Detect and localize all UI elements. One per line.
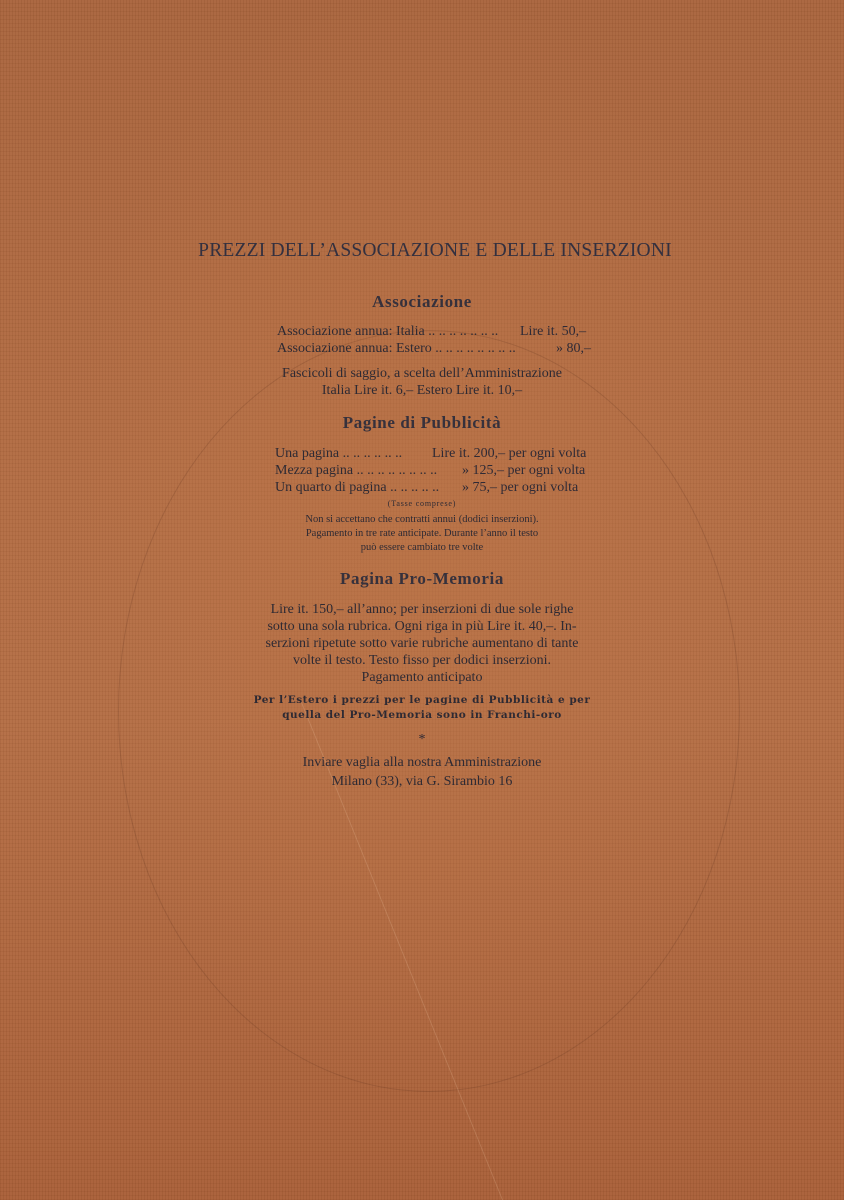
promemoria-line-4: volte il testo. Testo fisso per dodici inserzioni. [292, 653, 552, 668]
quarto-pagina-price: » 75,– per ogni volta [462, 480, 579, 495]
una-pagina-price: Lire it. 200,– per ogni volta [432, 446, 587, 461]
associazione-italia-label: Associazione annua: Italia .. .. .. .. .. .. .. [277, 324, 499, 339]
associazione-italia-price: Lire it. 50,– [520, 324, 587, 339]
fascicoli-note: Fascicoli di saggio, a scelta dell’Amministrazione [282, 366, 562, 381]
separator-asterisk: * [418, 732, 426, 747]
pubblicita-heading: Pagine di Pubblicità [342, 413, 502, 432]
quarto-pagina-label: Un quarto di pagina .. .. .. .. .. [275, 480, 440, 495]
promemoria-line-1: Lire it. 150,– all’anno; per inserzioni di due sole righe [270, 602, 574, 617]
associazione-estero-label: Associazione annua: Estero .. .. .. .. .. .. .. .. [277, 341, 516, 356]
pagamento-note: Pagamento in tre rate anticipate. Durante l’anno il testo [305, 528, 539, 539]
promemoria-line-2: sotto una sola rubrica. Ogni riga in più Lire it. 40,–. In- [267, 619, 577, 634]
promemoria-heading: Pagina Pro-Memoria [340, 569, 504, 588]
tasse-note: (Tasse comprese) [387, 499, 457, 508]
fascicoli-prices: Italia Lire it. 6,– Estero Lire it. 10,– [321, 383, 523, 398]
associazione-estero-price: » 80,– [556, 341, 591, 356]
una-pagina-label: Una pagina .. .. .. .. .. .. [275, 446, 403, 461]
promemoria-line-3: serzioni ripetute sotto varie rubriche aumentano di tante [265, 636, 579, 651]
estero-note-line-1: Per l’Estero i prezzi per le pagine di Pubblicità e per [253, 694, 591, 706]
contatti-line-1: Inviare vaglia alla nostra Amministrazione [302, 755, 542, 770]
estero-note-line-2: quella del Pro-Memoria sono in Franchi-oro [282, 709, 562, 721]
cambio-testo-note: può essere cambiato tre volte [360, 542, 484, 553]
contratti-note: Non si accettano che contratti annui (dodici inserzioni). [305, 514, 539, 525]
promemoria-line-5: Pagamento anticipato [361, 670, 483, 685]
mezza-pagina-price: » 125,– per ogni volta [462, 463, 586, 478]
mezza-pagina-label: Mezza pagina .. .. .. .. .. .. .. .. [275, 463, 438, 478]
page-title: PREZZI DELL’ASSOCIAZIONE E DELLE INSERZIONI [198, 240, 672, 261]
associazione-heading: Associazione [372, 292, 472, 311]
contatti-address: Milano (33), via G. Sirambio 16 [331, 774, 513, 789]
